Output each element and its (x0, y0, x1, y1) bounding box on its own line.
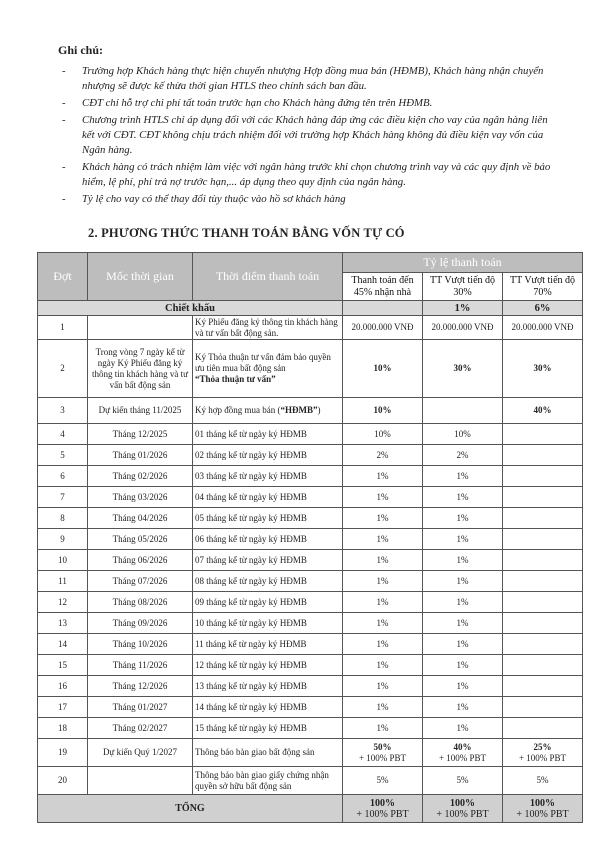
cell-moc: Tháng 09/2026 (88, 613, 193, 634)
table-row (38, 718, 583, 739)
cell-c1: 1% (343, 634, 423, 655)
header-col3: TT Vượt tiến độ 70% (503, 273, 583, 301)
cell-thoi-diem: 07 tháng kể từ ngày ký HĐMB (193, 550, 343, 571)
note-item: - Chương trình HTLS chỉ áp dụng đối với các Khách hàng đáp ứng các điều kiện cho vay của ngân hàng liên kết với CĐT. CĐT không chịu trách nhiệm đối với trường hợp Khách hàng không đủ điều kiện vay vốn của Ngân hàng. (62, 114, 548, 156)
cell-c1: 1% (343, 655, 423, 676)
table-row (38, 487, 583, 508)
table-row (38, 466, 583, 487)
cell-c2: 1% (423, 655, 503, 676)
cell-c3 (503, 424, 583, 445)
cell-c3 (503, 487, 583, 508)
cell-c3: 40% (503, 398, 583, 424)
note-text: CĐT chỉ hỗ trợ chi phí tất toán trước hạn cho Khách hàng đứng tên trên HĐMB. (82, 97, 433, 109)
cell-dot: 15 (38, 655, 88, 676)
section-title: 2. PHƯƠNG THỨC THANH TOÁN BẰNG VỐN TỰ CÓ (88, 226, 405, 240)
cell-c1: 1% (343, 676, 423, 697)
cell-c1: 1% (343, 592, 423, 613)
cell-dot: 14 (38, 634, 88, 655)
cell-c1 (343, 739, 423, 767)
table-row (38, 592, 583, 613)
cell-c1-sub: + 100% PBT (358, 752, 407, 763)
discount-row (38, 301, 583, 316)
cell-c2: 1% (423, 676, 503, 697)
cell-c2: 2% (423, 445, 503, 466)
table-row (38, 424, 583, 445)
cell-dot: 5 (38, 445, 88, 466)
cell-thoi-diem: 11 tháng kể từ ngày ký HĐMB (193, 634, 343, 655)
cell-moc: Dự kiến tháng 11/2025 (88, 398, 193, 424)
total-c2-sub: + 100% PBT (436, 808, 489, 820)
cell-dot: 20 (38, 767, 88, 795)
cell-dot: 16 (38, 676, 88, 697)
cell-thoi-diem: 06 tháng kể từ ngày ký HĐMB (193, 529, 343, 550)
cell-c2: 1% (423, 697, 503, 718)
cell-c1: 1% (343, 571, 423, 592)
cell-thoi-diem: 08 tháng kể từ ngày ký HĐMB (193, 571, 343, 592)
cell-c3 (503, 718, 583, 739)
table-row (38, 655, 583, 676)
cell-thoi-diem: 12 tháng kể từ ngày ký HĐMB (193, 655, 343, 676)
table-row (38, 508, 583, 529)
cell-dot: 1 (38, 316, 88, 340)
cell-c2: 30% (423, 340, 503, 398)
table-row (38, 398, 583, 424)
total-c3 (503, 795, 583, 823)
table-row (38, 767, 583, 795)
table-row (38, 571, 583, 592)
cell-moc: Tháng 03/2026 (88, 487, 193, 508)
cell-moc: Tháng 04/2026 (88, 508, 193, 529)
cell-thoi-diem: 01 tháng kể từ ngày ký HĐMB (193, 424, 343, 445)
table-row (38, 739, 583, 767)
table-row (38, 613, 583, 634)
cell-c1: 2% (343, 445, 423, 466)
cell-dot: 9 (38, 529, 88, 550)
cell-c1: 10% (343, 340, 423, 398)
total-c3-sub: + 100% PBT (516, 808, 569, 820)
note-item: - CĐT chỉ hỗ trợ chi phí tất toán trước hạn cho Khách hàng đứng tên trên HĐMB. (62, 97, 433, 109)
cell-thoi-diem-text: Ký Thỏa thuận tư vấn đảm bảo quyền ưu tiên mua bất động sản (195, 352, 331, 373)
cell-thoi-diem: 05 tháng kể từ ngày ký HĐMB (193, 508, 343, 529)
header-ty-le: Tỷ lệ thanh toán (343, 253, 583, 273)
cell-c2: 1% (423, 550, 503, 571)
cell-c1: 10% (343, 424, 423, 445)
header-col1: Thanh toán đến 45% nhận nhà (343, 273, 423, 301)
header-thoi-diem: Thời điểm thanh toán (193, 253, 343, 301)
note-item: - Khách hàng có trách nhiệm làm việc với ngân hàng trước khi chọn chương trình vay và các quy định về bảo hiểm, lệ phí, phí trả nợ trước hạn,... áp dụng theo quy định của ngân hàng. (62, 161, 551, 188)
cell-moc: Tháng 12/2025 (88, 424, 193, 445)
header-moc: Mốc thời gian (88, 253, 193, 301)
cell-moc: Tháng 01/2026 (88, 445, 193, 466)
cell-dot: 19 (38, 739, 88, 767)
cell-thoi-diem-bold: “Thỏa thuận tư vấn” (195, 374, 276, 384)
cell-dot: 4 (38, 424, 88, 445)
cell-moc: Trong vòng 7 ngày kể từ ngày Ký Phiếu đăng ký thông tin khách hàng và tư vấn bất động sản (88, 340, 193, 398)
cell-moc: Tháng 01/2027 (88, 697, 193, 718)
total-c2 (423, 795, 503, 823)
cell-thoi-diem: 14 tháng kể từ ngày ký HĐMB (193, 697, 343, 718)
cell-c3 (503, 466, 583, 487)
cell-c3 (503, 508, 583, 529)
table-row (38, 316, 583, 340)
cell-c2: 1% (423, 592, 503, 613)
total-c2-main: 100% (450, 797, 475, 809)
cell-dot: 3 (38, 398, 88, 424)
cell-c1: 5% (343, 767, 423, 795)
cell-c1: 1% (343, 613, 423, 634)
cell-c2: 1% (423, 613, 503, 634)
discount-col3: 6% (503, 301, 583, 316)
cell-moc (88, 316, 193, 340)
table-row (38, 550, 583, 571)
cell-dot: 2 (38, 340, 88, 398)
cell-moc: Tháng 10/2026 (88, 634, 193, 655)
cell-c2: 1% (423, 634, 503, 655)
total-c1-sub: + 100% PBT (356, 808, 409, 820)
cell-c1: 1% (343, 466, 423, 487)
cell-c2 (423, 739, 503, 767)
table-row (38, 340, 583, 398)
total-c1-main: 100% (370, 797, 395, 809)
payment-schedule-table (37, 252, 583, 823)
discount-label: Chiết khấu (38, 301, 343, 316)
cell-c3 (503, 550, 583, 571)
cell-thoi-diem-tail: ) (317, 405, 321, 415)
cell-dot: 7 (38, 487, 88, 508)
cell-dot: 12 (38, 592, 88, 613)
cell-c3 (503, 571, 583, 592)
cell-thoi-diem-bold: “HĐMB” (280, 405, 318, 415)
cell-moc: Tháng 05/2026 (88, 529, 193, 550)
table-row (38, 634, 583, 655)
cell-c1: 1% (343, 718, 423, 739)
discount-col1 (343, 301, 423, 316)
header-dot: Đợt (38, 253, 88, 301)
table-row (38, 676, 583, 697)
cell-moc (88, 767, 193, 795)
note-item: - Tỷ lệ cho vay có thể thay đổi tùy thuộc vào hồ sơ khách hàng (62, 193, 346, 205)
notes-list (58, 64, 558, 207)
note-text: Chương trình HTLS chỉ áp dụng đối với các Khách hàng đáp ứng các điều kiện cho vay của ngân hàng liên kết với CĐT. CĐT không chịu trách nhiệm đối với trường hợp Khách hàng không đủ điều kiện vay vốn của Ngân hàng. (82, 114, 548, 156)
cell-c2: 20.000.000 VNĐ (423, 316, 503, 340)
total-c3-main: 100% (530, 797, 555, 809)
cell-c3-sub: + 100% PBT (518, 752, 567, 763)
cell-c2: 1% (423, 466, 503, 487)
cell-dot: 17 (38, 697, 88, 718)
note-item: - Trường hợp Khách hàng thực hiện chuyển nhượng Hợp đồng mua bán (HĐMB), Khách hàng nhận chuyển nhượng sẽ được kế thừa thời gian HTLS theo chính sách ban đầu. (62, 65, 544, 92)
cell-thoi-diem (193, 398, 343, 424)
cell-c3 (503, 739, 583, 767)
cell-moc: Tháng 02/2026 (88, 466, 193, 487)
cell-c1: 1% (343, 550, 423, 571)
cell-thoi-diem: 10 tháng kể từ ngày ký HĐMB (193, 613, 343, 634)
cell-c3: 30% (503, 340, 583, 398)
cell-c3 (503, 697, 583, 718)
cell-c1-main: 50% (373, 741, 392, 752)
cell-moc: Tháng 02/2027 (88, 718, 193, 739)
cell-c3: 20.000.000 VNĐ (503, 316, 583, 340)
cell-dot: 10 (38, 550, 88, 571)
cell-thoi-diem: Ký Phiếu đăng ký thông tin khách hàng và tư vấn bất động sản. (193, 316, 343, 340)
cell-thoi-diem (193, 340, 343, 398)
cell-c2: 1% (423, 529, 503, 550)
notes-section (58, 43, 558, 209)
table-row (38, 529, 583, 550)
cell-c3 (503, 634, 583, 655)
cell-c2: 1% (423, 718, 503, 739)
cell-c1: 10% (343, 398, 423, 424)
cell-c1: 1% (343, 697, 423, 718)
cell-c3 (503, 592, 583, 613)
cell-c2: 1% (423, 508, 503, 529)
total-label: TỔNG (38, 795, 343, 823)
cell-dot: 13 (38, 613, 88, 634)
note-text: Khách hàng có trách nhiệm làm việc với ngân hàng trước khi chọn chương trình vay và các quy định về bảo hiểm, lệ phí, phí trả nợ trước hạn,... áp dụng theo quy định của ngân hàng. (82, 161, 551, 188)
cell-moc: Tháng 07/2026 (88, 571, 193, 592)
cell-dot: 18 (38, 718, 88, 739)
cell-thoi-diem: 03 tháng kể từ ngày ký HĐMB (193, 466, 343, 487)
cell-dot: 8 (38, 508, 88, 529)
total-row (38, 795, 583, 823)
cell-c2-sub: + 100% PBT (438, 752, 487, 763)
cell-c3 (503, 613, 583, 634)
cell-thoi-diem: 09 tháng kể từ ngày ký HĐMB (193, 592, 343, 613)
table-row (38, 697, 583, 718)
cell-c2: 1% (423, 571, 503, 592)
cell-moc: Dự kiến Quý 1/2027 (88, 739, 193, 767)
cell-dot: 11 (38, 571, 88, 592)
cell-c3 (503, 529, 583, 550)
cell-c1: 1% (343, 529, 423, 550)
cell-c1: 1% (343, 508, 423, 529)
cell-thoi-diem: 13 tháng kể từ ngày ký HĐMB (193, 676, 343, 697)
cell-c2 (423, 398, 503, 424)
cell-c3-main: 25% (533, 741, 552, 752)
cell-thoi-diem: 04 tháng kể từ ngày ký HĐMB (193, 487, 343, 508)
cell-c1: 20.000.000 VNĐ (343, 316, 423, 340)
cell-moc: Tháng 08/2026 (88, 592, 193, 613)
cell-dot: 6 (38, 466, 88, 487)
cell-c2: 1% (423, 487, 503, 508)
cell-thoi-diem: Thông báo bàn giao bất động sản (193, 739, 343, 767)
cell-c2-main: 40% (453, 741, 472, 752)
cell-c3 (503, 676, 583, 697)
cell-moc: Tháng 12/2026 (88, 676, 193, 697)
cell-thoi-diem: 15 tháng kể từ ngày ký HĐMB (193, 718, 343, 739)
note-text: Trường hợp Khách hàng thực hiện chuyển nhượng Hợp đồng mua bán (HĐMB), Khách hàng nhận chuyển nhượng sẽ được kế thừa thời gian HTLS theo chính sách ban đầu. (82, 65, 544, 92)
cell-moc: Tháng 06/2026 (88, 550, 193, 571)
cell-c3 (503, 655, 583, 676)
cell-c1: 1% (343, 487, 423, 508)
cell-c3 (503, 445, 583, 466)
total-c1 (343, 795, 423, 823)
note-text: Tỷ lệ cho vay có thể thay đổi tùy thuộc vào hồ sơ khách hàng (82, 193, 346, 205)
discount-col2: 1% (423, 301, 503, 316)
header-col2: TT Vượt tiến độ 30% (423, 273, 503, 301)
cell-c2: 10% (423, 424, 503, 445)
cell-moc: Tháng 11/2026 (88, 655, 193, 676)
notes-title: Ghi chú: (58, 43, 104, 57)
cell-thoi-diem: Thông báo bàn giao giấy chứng nhận quyền sở hữu bất động sản (193, 767, 343, 795)
cell-c2: 5% (423, 767, 503, 795)
cell-c3: 5% (503, 767, 583, 795)
cell-thoi-diem: 02 tháng kể từ ngày ký HĐMB (193, 445, 343, 466)
cell-thoi-diem-text: Ký hợp đồng mua bán ( (195, 405, 281, 415)
table-row (38, 445, 583, 466)
